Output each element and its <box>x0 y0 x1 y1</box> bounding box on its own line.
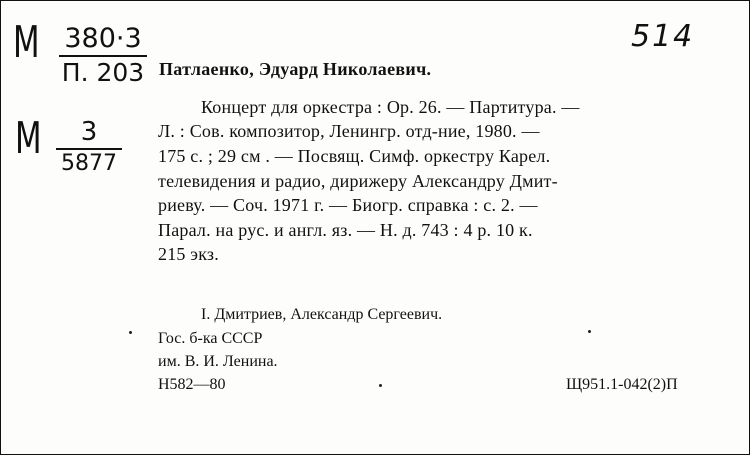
description-line-5: риеву. — Соч. 1971 г. — Биогр. справка : с. 2. — <box>158 195 538 215</box>
speck <box>379 384 382 387</box>
handwritten-shelf-cipher-2 <box>56 119 122 175</box>
card-number: Н582—80 <box>158 376 226 393</box>
classification-index: Щ951.1-042(2)П <box>566 376 678 393</box>
handwritten-inventory-number: 514 <box>631 19 695 54</box>
description-line-4: телевидения и радио, дирижеру Александру Дмит- <box>158 171 558 191</box>
cipher-2-numerator: 3 <box>80 117 98 147</box>
added-entry: I. Дмитриев, Александр Сергеевич. <box>201 306 443 323</box>
cipher-1-numerator: 380·3 <box>64 23 142 54</box>
description-line-1: Концерт для оркестра : Op. 26. — Партитура. — <box>201 97 580 117</box>
speck <box>129 331 132 334</box>
handwritten-cipher-letter-1: М <box>13 17 40 68</box>
author-heading: Патлаенко, Эдуард Николаевич. <box>159 59 432 79</box>
description-line-2: Л. : Сов. композитор, Ленингр. отд-ние, 1980. — <box>158 121 540 141</box>
cipher-1-fraction-bar <box>59 55 147 57</box>
description-line-3: 175 с. ; 29 см . — Посвящ. Симф. оркестру Карел. <box>158 146 551 166</box>
handwritten-shelf-cipher-1 <box>59 25 147 85</box>
library-name-line-2: им. В. И. Ленина. <box>158 353 278 370</box>
description-line-6: Парал. на рус. и англ. яз. — Н. д. 743 : 4 р. 10 к. <box>158 220 533 240</box>
handwritten-cipher-letter-2: М <box>15 113 42 164</box>
library-name-line-1: Гос. б-ка СССР <box>158 330 263 347</box>
cipher-1-denominator: П. 203 <box>61 58 145 87</box>
description-line-7: 215 экз. <box>158 244 219 264</box>
speck <box>588 330 591 333</box>
cipher-2-denominator: 5877 <box>61 151 117 176</box>
cipher-2-fraction-bar <box>56 148 122 150</box>
